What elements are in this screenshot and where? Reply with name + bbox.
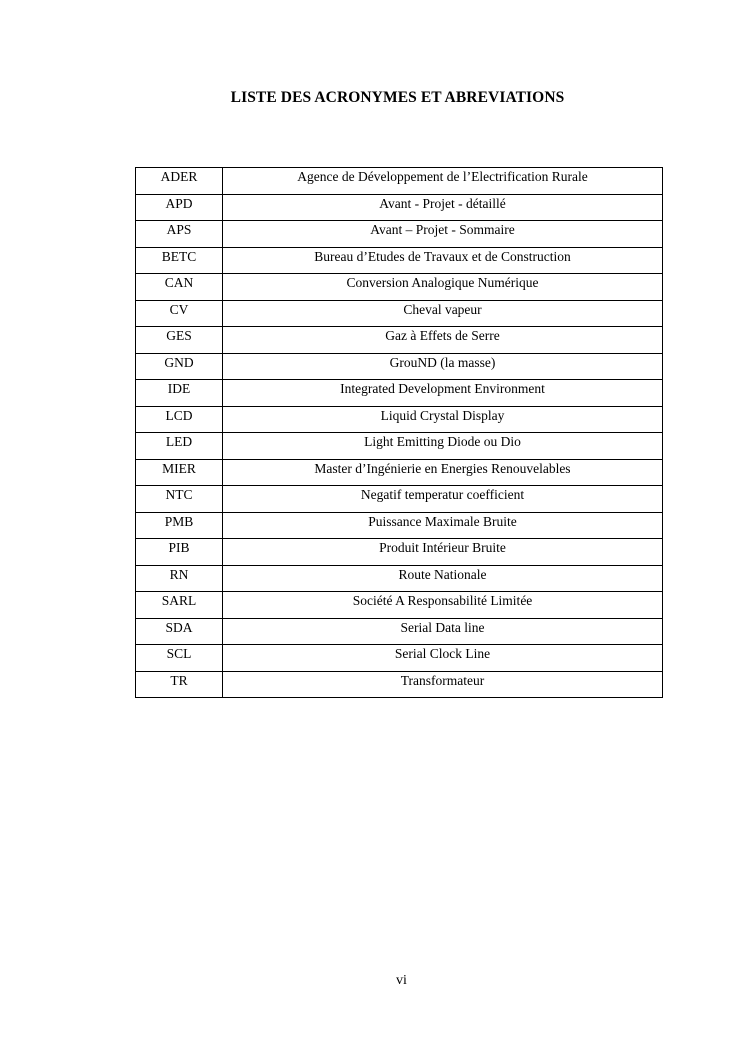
acronym-cell: ADER xyxy=(136,168,223,195)
definition-cell: Avant – Projet - Sommaire xyxy=(223,221,663,248)
table-row xyxy=(136,433,663,460)
table-row xyxy=(136,406,663,433)
definition-cell: Liquid Crystal Display xyxy=(223,406,663,433)
acronyms-table-body xyxy=(136,168,663,698)
page-number: vi xyxy=(396,973,407,988)
definition-cell: Agence de Développement de l’Electrification Rurale xyxy=(223,168,663,195)
acronym-cell: TR xyxy=(136,671,223,698)
table-row xyxy=(136,221,663,248)
definition-cell: Master d’Ingénierie en Energies Renouvelables xyxy=(223,459,663,486)
acronym-cell: RN xyxy=(136,565,223,592)
table-row xyxy=(136,512,663,539)
table-row xyxy=(136,327,663,354)
acronym-cell: GES xyxy=(136,327,223,354)
table-row xyxy=(136,645,663,672)
acronym-cell: BETC xyxy=(136,247,223,274)
table-row xyxy=(136,618,663,645)
acronyms-table xyxy=(135,167,663,698)
definition-cell: Conversion Analogique Numérique xyxy=(223,274,663,301)
acronym-cell: IDE xyxy=(136,380,223,407)
acronym-cell: GND xyxy=(136,353,223,380)
table-row xyxy=(136,274,663,301)
definition-cell: Cheval vapeur xyxy=(223,300,663,327)
acronym-cell: NTC xyxy=(136,486,223,513)
definition-cell: Gaz à Effets de Serre xyxy=(223,327,663,354)
definition-cell: Route Nationale xyxy=(223,565,663,592)
acronym-cell: APS xyxy=(136,221,223,248)
acronym-cell: SDA xyxy=(136,618,223,645)
acronym-cell: SARL xyxy=(136,592,223,619)
table-row xyxy=(136,565,663,592)
acronym-cell: MIER xyxy=(136,459,223,486)
acronym-cell: SCL xyxy=(136,645,223,672)
definition-cell: Société A Responsabilité Limitée xyxy=(223,592,663,619)
acronym-cell: PMB xyxy=(136,512,223,539)
acronym-cell: CV xyxy=(136,300,223,327)
table-row xyxy=(136,459,663,486)
table-row xyxy=(136,168,663,195)
table-row xyxy=(136,539,663,566)
definition-cell: Avant - Projet - détaillé xyxy=(223,194,663,221)
page-title: LISTE DES ACRONYMES ET ABREVIATIONS xyxy=(230,89,565,106)
table-row xyxy=(136,592,663,619)
table-row xyxy=(136,486,663,513)
table-row xyxy=(136,380,663,407)
definition-cell: Serial Clock Line xyxy=(223,645,663,672)
definition-cell: GrouND (la masse) xyxy=(223,353,663,380)
acronym-cell: APD xyxy=(136,194,223,221)
definition-cell: Puissance Maximale Bruite xyxy=(223,512,663,539)
acronym-cell: PIB xyxy=(136,539,223,566)
definition-cell: Negatif temperatur coefficient xyxy=(223,486,663,513)
definition-cell: Bureau d’Etudes de Travaux et de Construction xyxy=(223,247,663,274)
acronym-cell: LED xyxy=(136,433,223,460)
table-row xyxy=(136,353,663,380)
table-row xyxy=(136,671,663,698)
table-row xyxy=(136,194,663,221)
acronym-cell: LCD xyxy=(136,406,223,433)
definition-cell: Transformateur xyxy=(223,671,663,698)
definition-cell: Light Emitting Diode ou Dio xyxy=(223,433,663,460)
acronym-cell: CAN xyxy=(136,274,223,301)
table-row xyxy=(136,247,663,274)
table-row xyxy=(136,300,663,327)
definition-cell: Serial Data line xyxy=(223,618,663,645)
definition-cell: Produit Intérieur Bruite xyxy=(223,539,663,566)
definition-cell: Integrated Development Environment xyxy=(223,380,663,407)
